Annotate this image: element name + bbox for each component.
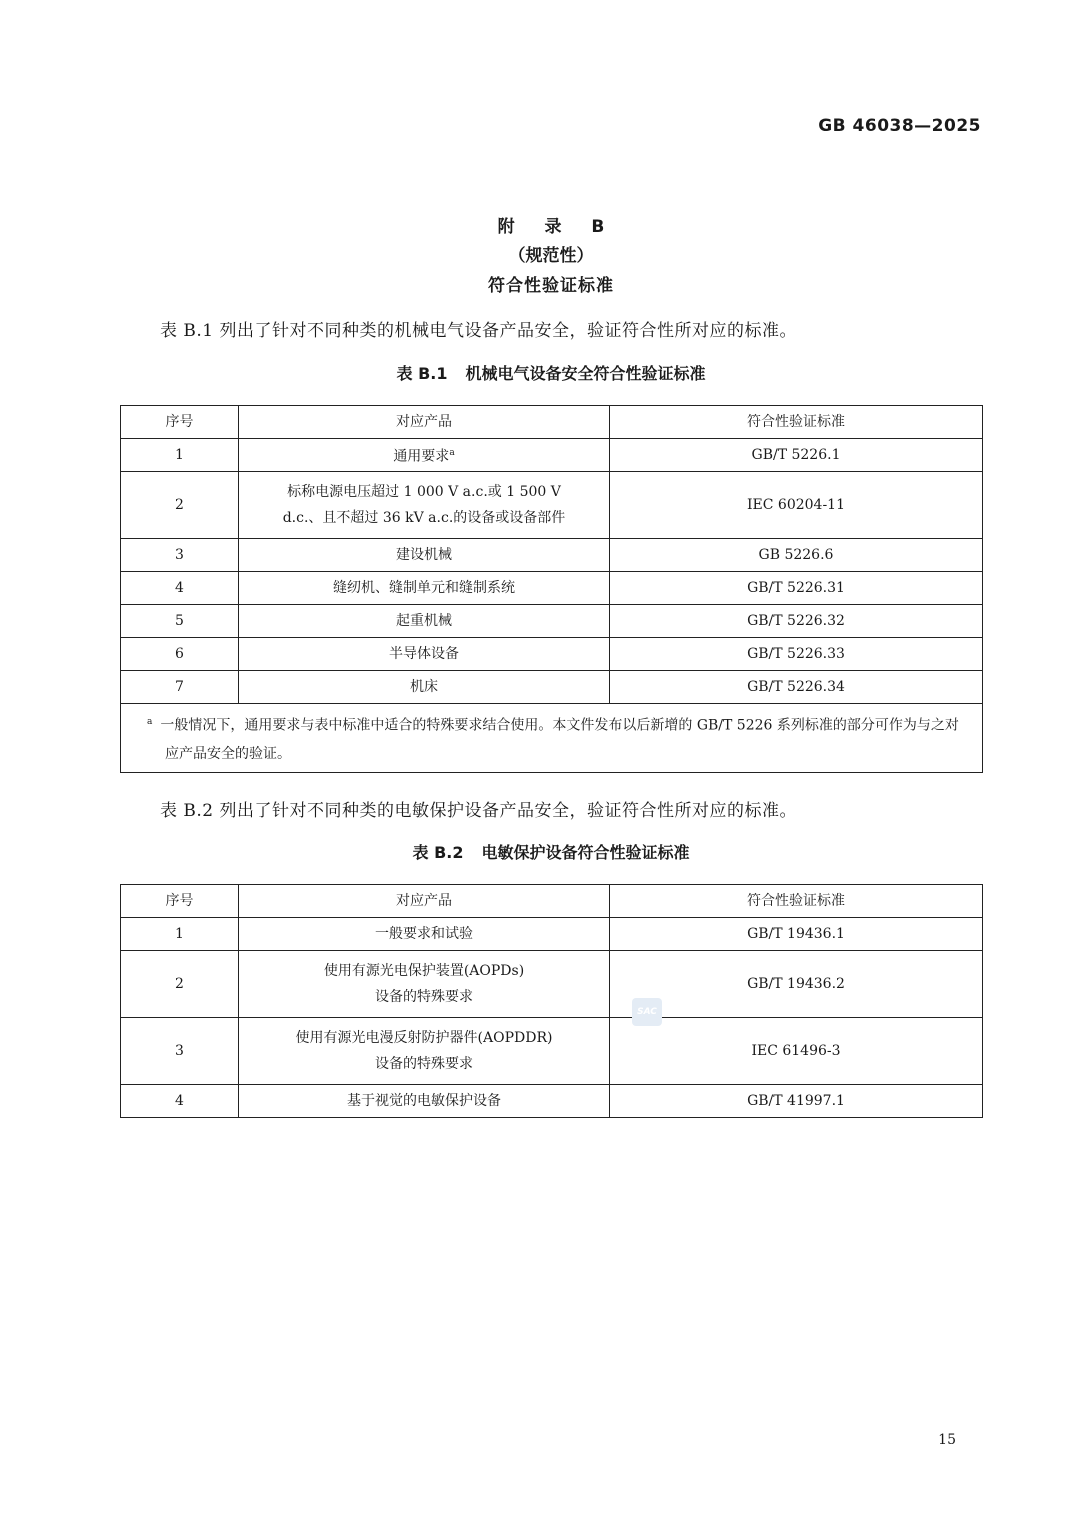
cell-product-line-2: 设备的特殊要求 <box>375 989 473 1005</box>
cell-product-line-1: 标称电源电压超过 1 000 V a.c.或 1 500 V <box>287 484 561 500</box>
table-b1-caption <box>0 361 1080 384</box>
table-row <box>121 605 983 638</box>
column-header-no: 序号 <box>121 885 239 918</box>
cell-no: 7 <box>121 671 239 704</box>
cell-standard: GB/T 5226.34 <box>610 671 983 704</box>
cell-standard: GB/T 19436.2 <box>610 951 983 1018</box>
annex-nature: （规范性） <box>508 246 594 266</box>
cell-no: 4 <box>121 1085 239 1118</box>
cell-product: 起重机械 <box>239 605 610 638</box>
cell-standard: GB/T 5226.1 <box>610 439 983 472</box>
cell-product <box>239 1018 610 1085</box>
column-header-product: 对应产品 <box>239 406 610 439</box>
cell-product: 机床 <box>239 671 610 704</box>
table-b2-caption <box>0 840 1080 863</box>
table-row <box>121 539 983 572</box>
table-header-row <box>121 885 983 918</box>
cell-product <box>239 951 610 1018</box>
cell-no: 4 <box>121 572 239 605</box>
cell-product-line-1: 使用有源光电漫反射防护器件(AOPDDR) <box>295 1030 553 1046</box>
cell-standard: IEC 61496-3 <box>610 1018 983 1085</box>
cell-product: 一般要求和试验 <box>239 918 610 951</box>
column-header-standard: 符合性验证标准 <box>610 406 983 439</box>
column-header-no: 序号 <box>121 406 239 439</box>
standard-number: GB 46038—2025 <box>818 116 981 136</box>
cell-product <box>239 472 610 539</box>
cell-product: 缝纫机、缝制单元和缝制系统 <box>239 572 610 605</box>
intro-paragraph-b2: 表 B.2 列出了针对不同种类的电敏保护设备产品安全，验证符合性所对应的标准。 <box>160 801 798 821</box>
cell-standard: GB/T 5226.31 <box>610 572 983 605</box>
cell-product-line-1: 使用有源光电保护装置(AOPDs) <box>323 963 525 979</box>
table-b2-caption-number: 表 B.2 <box>412 843 464 862</box>
cell-product: 建设机械 <box>239 539 610 572</box>
page-number: 15 <box>938 1432 956 1448</box>
table-footnote-row <box>121 704 983 773</box>
table-header-row <box>121 406 983 439</box>
cell-no: 1 <box>121 439 239 472</box>
table-b1 <box>120 405 983 773</box>
column-header-standard: 符合性验证标准 <box>610 885 983 918</box>
cell-no: 3 <box>121 1018 239 1085</box>
intro-paragraph-b1: 表 B.1 列出了针对不同种类的机械电气设备产品安全，验证符合性所对应的标准。 <box>160 321 798 341</box>
table-b1-caption-title: 机械电气设备安全符合性验证标准 <box>465 364 706 383</box>
table-row <box>121 439 983 472</box>
table-b2 <box>120 884 983 1118</box>
cell-standard: GB/T 19436.1 <box>610 918 983 951</box>
annex-title: 符合性验证标准 <box>488 276 614 296</box>
table-row <box>121 671 983 704</box>
footnote-ref: a <box>449 448 455 459</box>
cell-product-line-2: d.c.、且不超过 36 kV a.c.的设备或设备部件 <box>282 510 566 526</box>
cell-standard: GB/T 5226.33 <box>610 638 983 671</box>
cell-standard: IEC 60204-11 <box>610 472 983 539</box>
annex-label: 附 录 B <box>497 217 617 237</box>
footnote-text: 一般情况下，通用要求与表中标准中适合的特殊要求结合使用。本文件发布以后新增的 GB/T 5226 系列标准的部分可作为与之对应产品安全的验证。 <box>160 717 959 762</box>
table-row <box>121 951 983 1018</box>
cell-product: 半导体设备 <box>239 638 610 671</box>
cell-no: 1 <box>121 918 239 951</box>
table-row <box>121 918 983 951</box>
sac-watermark: SAC <box>632 998 662 1026</box>
column-header-product: 对应产品 <box>239 885 610 918</box>
cell-no: 2 <box>121 951 239 1018</box>
table-row <box>121 1018 983 1085</box>
cell-no: 5 <box>121 605 239 638</box>
table-row <box>121 572 983 605</box>
cell-no: 2 <box>121 472 239 539</box>
cell-standard: GB/T 41997.1 <box>610 1085 983 1118</box>
cell-product-line-2: 设备的特殊要求 <box>375 1056 473 1072</box>
table-b2-caption-title: 电敏保护设备符合性验证标准 <box>481 843 690 862</box>
cell-no: 6 <box>121 638 239 671</box>
table-row <box>121 638 983 671</box>
table-footnote <box>121 704 983 773</box>
cell-product-text: 通用要求 <box>393 448 450 465</box>
cell-standard: GB/T 5226.32 <box>610 605 983 638</box>
table-row <box>121 472 983 539</box>
footnote-mark: a <box>147 717 153 727</box>
cell-standard: GB 5226.6 <box>610 539 983 572</box>
cell-no: 3 <box>121 539 239 572</box>
cell-product: 基于视觉的电敏保护设备 <box>239 1085 610 1118</box>
table-b1-caption-number: 表 B.1 <box>396 364 448 383</box>
cell-product <box>239 439 610 472</box>
table-row <box>121 1085 983 1118</box>
